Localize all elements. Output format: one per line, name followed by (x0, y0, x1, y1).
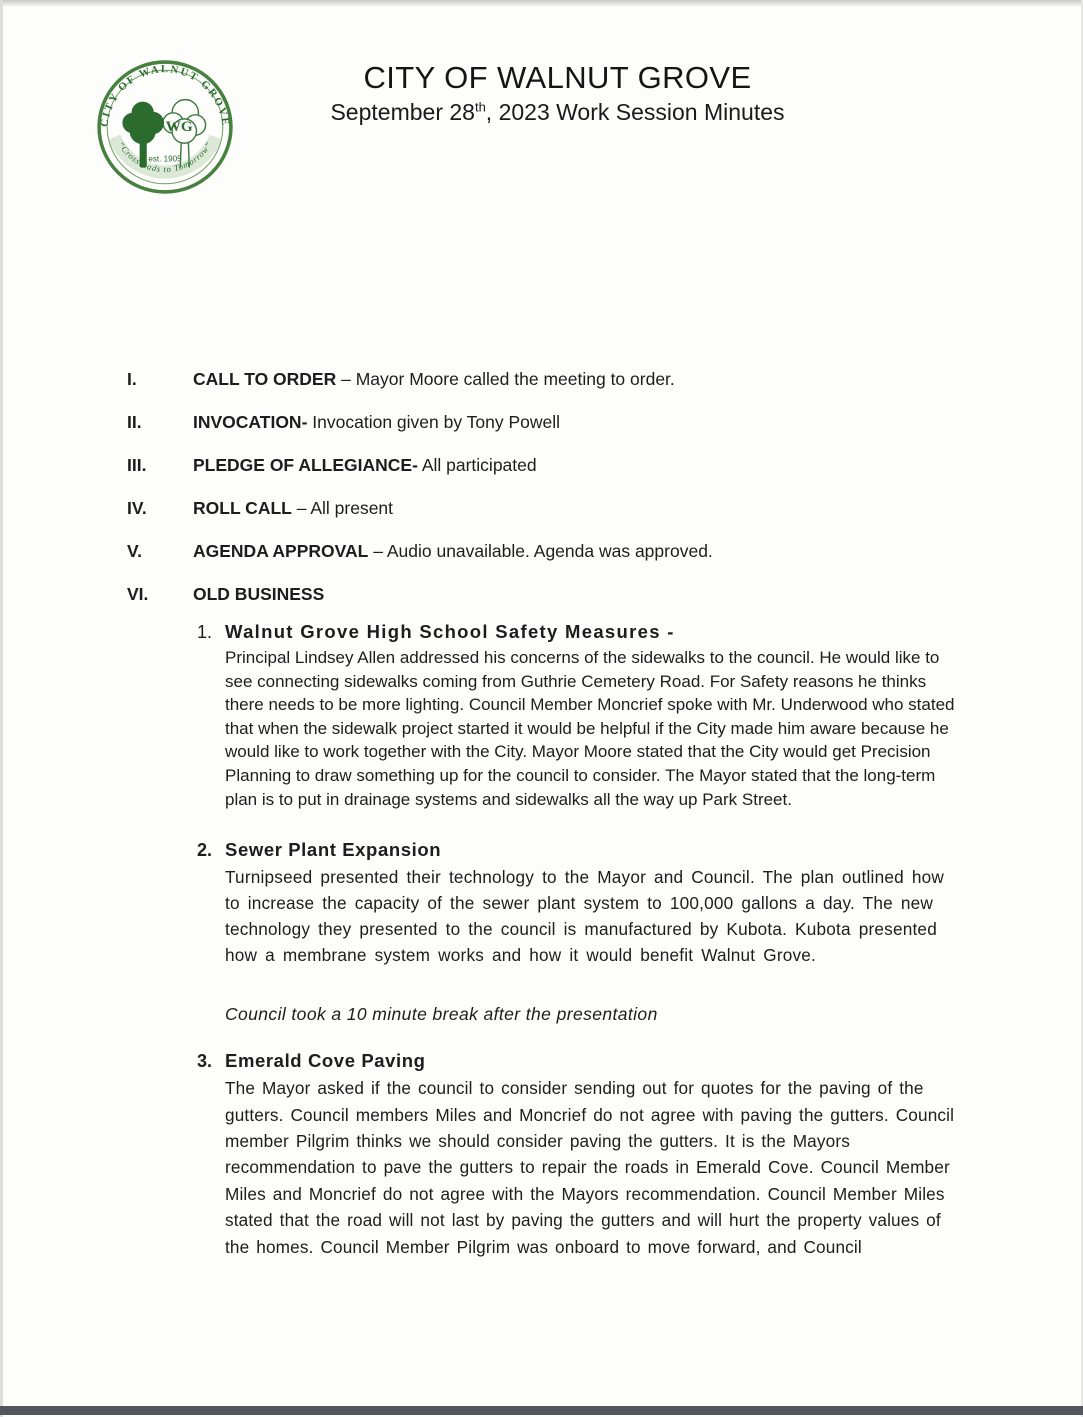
page-subtitle (32, 99, 1083, 126)
agenda-numeral: V. (127, 541, 142, 561)
item-title: Sewer Plant Expansion (225, 839, 442, 861)
seal-monogram: WG (165, 118, 193, 136)
agenda-text: – Audio unavailable. Agenda was approved. (373, 541, 713, 561)
scan-artifact-top-edge (0, 0, 1083, 6)
item-number: 2. (197, 840, 213, 861)
seal-banner-text: “Crossroads to Tomorrow” (116, 139, 214, 175)
agenda-item-old-business (127, 583, 713, 605)
agenda-label: CALL TO ORDER (193, 369, 337, 389)
agenda-numeral: I. (127, 369, 137, 389)
agenda-numeral: III. (127, 455, 147, 475)
agenda-item-pledge (127, 454, 713, 476)
agenda-item-invocation (127, 411, 713, 433)
agenda-label: INVOCATION- (193, 412, 308, 432)
item-title: Emerald Cove Paving (225, 1050, 426, 1072)
agenda-list (127, 368, 713, 626)
agenda-numeral: VI. (127, 584, 149, 604)
item-number: 3. (197, 1051, 213, 1072)
item-paragraph: Turnipseed presented their technology to the Mayor and Council. The plan outlined how to increase the capacity of the sewer plant system to 100,000 gallons a day. The new technology they presented to the council is manufactured by Kubota. Kubota presented how a membrane system works and how it would benefit Walnut Grove. (225, 867, 944, 966)
agenda-numeral: IV. (127, 498, 147, 518)
old-business-item-emerald-cove (197, 1049, 987, 1260)
seal-est-text: est. 1905 (148, 154, 182, 164)
agenda-label: ROLL CALL (193, 498, 292, 518)
break-note: Council took a 10 minute break after the presentation (225, 1004, 658, 1025)
subtitle-date: September 28 (330, 99, 475, 125)
agenda-text: – All present (296, 498, 394, 518)
old-business-item-safety-measures (197, 620, 987, 811)
agenda-text: Invocation given by Tony Powell (312, 412, 561, 432)
agenda-item-agenda-approval (127, 540, 713, 562)
subtitle-session: , 2023 Work Session Minutes (485, 99, 785, 125)
scan-artifact-left-edge (0, 0, 3, 1417)
agenda-label: OLD BUSINESS (193, 584, 325, 604)
agenda-text: All participated (421, 455, 537, 475)
document-header (0, 60, 1083, 126)
agenda-numeral: II. (127, 412, 142, 432)
subtitle-ordinal: th (474, 99, 486, 115)
item-number: 1. (197, 622, 213, 642)
scan-artifact-bottom-edge (0, 1406, 1083, 1415)
agenda-label: PLEDGE OF ALLEGIANCE- (193, 455, 418, 475)
old-business-item-sewer-plant (197, 838, 987, 968)
item-paragraph: The Mayor asked if the council to consider sending out for quotes for the paving of the gutters. Council members Miles and Moncrief do not agree with paving the gutters. Council member Pilgrim thinks we should consider paving the gutters. It is the Mayors recommendation to pave the gutters to repair the roads in Emerald Cove. Council Member Miles and Moncrief do not agree with the Mayors recommendation. Council Member Miles stated that the road will not last by paving the gutters and will hurt the property values of the homes. Council Member Pilgrim was onboard to move forward, and Council (225, 1078, 955, 1257)
agenda-label: AGENDA APPROVAL (193, 541, 369, 561)
agenda-item-call-to-order (127, 368, 713, 390)
old-business-section (197, 620, 987, 1260)
item-paragraph: Principal Lindsey Allen addressed his concerns of the sidewalks to the council. He would like to see connecting sidewalks coming from Guthrie Cemetery Road. For Safety reasons he thinks there needs to be more lighting. Council Member Moncrief spoke with Mr. Underwood who stated that when the sidewalk project started it would be helpful if the City made him aware because he would like to work together with the City. Mayor Moore stated that the City would get Precision Planning to draw something up for the council to consider. The Mayor stated that the long-term plan is to put in drainage systems and sidewalks all the way up Park Street. (225, 648, 955, 809)
item-title: Walnut Grove High School Safety Measures - (225, 621, 675, 642)
agenda-item-roll-call (127, 497, 713, 519)
seal-ring-text: CITY OF WALNUT GROVE (99, 64, 231, 128)
agenda-text: – Mayor Moore called the meeting to order. (341, 369, 675, 389)
page-title: CITY OF WALNUT GROVE (363, 60, 752, 95)
